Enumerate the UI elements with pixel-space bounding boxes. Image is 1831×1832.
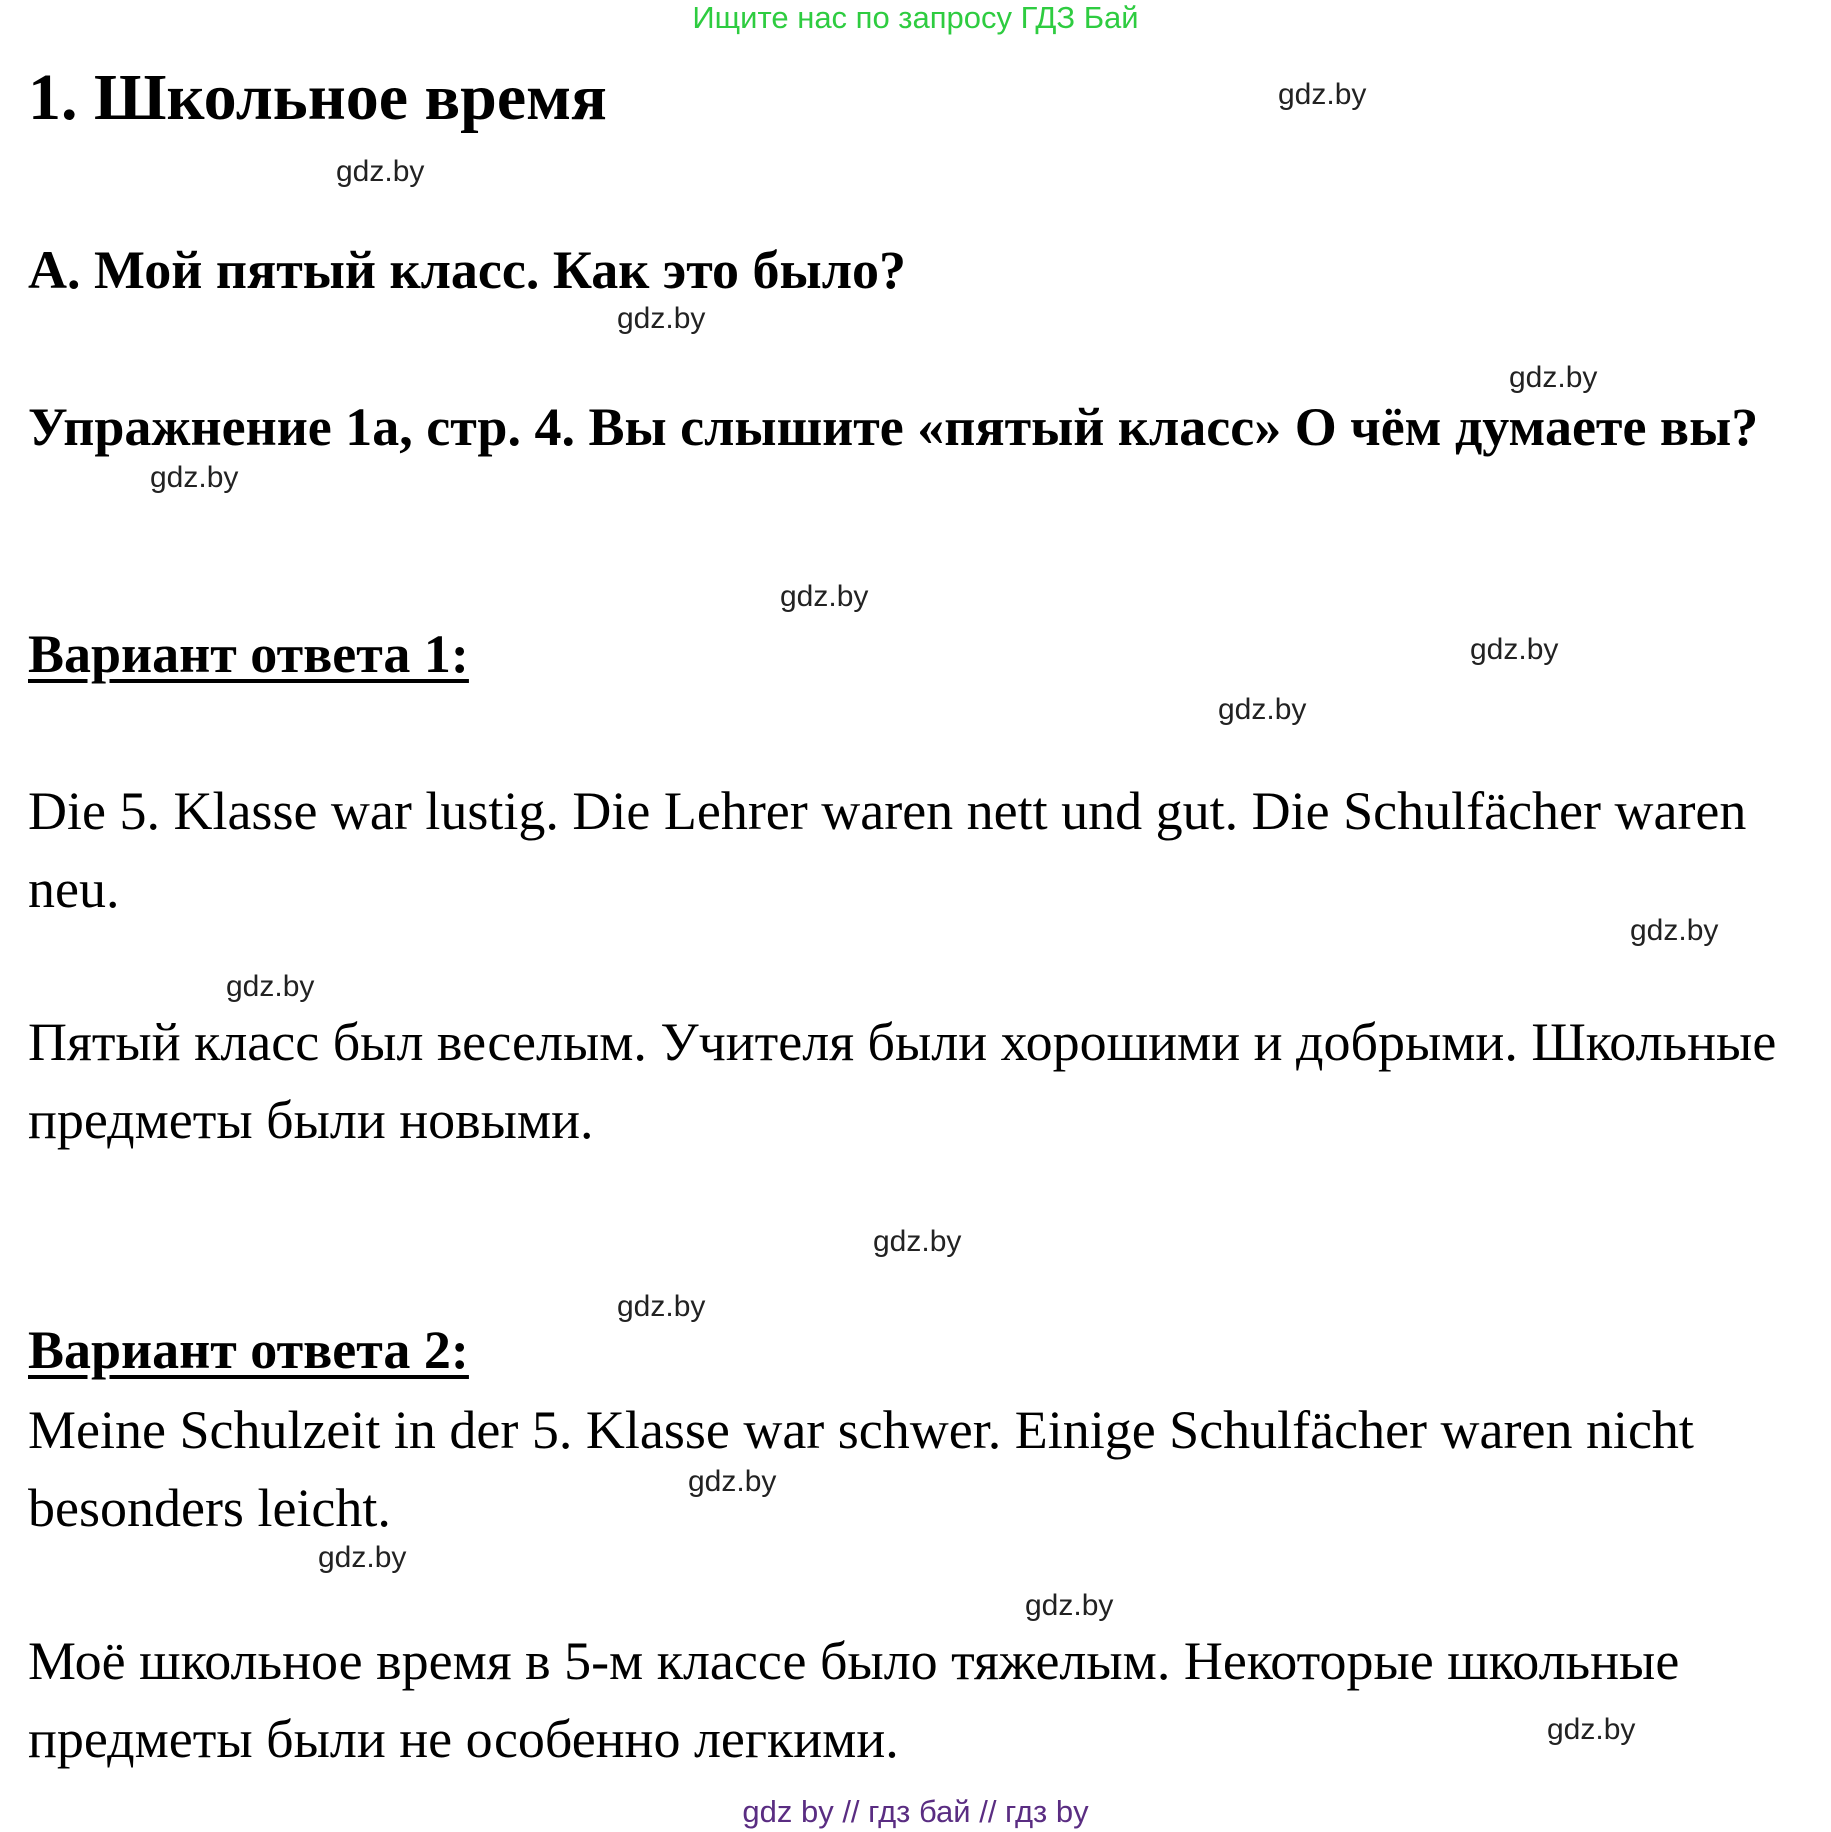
watermark: gdz.by — [617, 1290, 706, 1323]
watermark: gdz.by — [1509, 361, 1598, 394]
variant-2-german-text: Meine Schulzeit in der 5. Klasse war schwer. Einige Schulfächer waren nicht besonders leicht. — [28, 1400, 1694, 1538]
watermark: gdz.by — [873, 1225, 962, 1258]
watermark: gdz.by — [1630, 914, 1719, 947]
section-heading: A. Мой пятый класс. Как это было? — [28, 240, 907, 300]
footer-links: gdz by // гдз бай // гдз by — [742, 1794, 1089, 1829]
watermark: gdz.by — [1547, 1713, 1636, 1746]
exercise-heading: Упражнение 1а, стр. 4. Вы слышите «пятый класс» О чём думаете вы? — [28, 397, 1759, 457]
watermark: gdz.by — [1025, 1589, 1114, 1622]
watermark: gdz.by — [318, 1541, 407, 1574]
watermark: gdz.by — [1470, 633, 1559, 666]
watermark: gdz.by — [226, 970, 315, 1003]
variant-1-russian-text: Пятый класс был веселым. Учителя были хорошими и добрыми. Школьные предметы были новыми. — [28, 1012, 1777, 1150]
top-search-note: Ищите нас по запросу ГДЗ Бай — [692, 0, 1139, 35]
watermark: gdz.by — [1218, 693, 1307, 726]
watermark: gdz.by — [336, 155, 425, 188]
variant-1-label: Вариант ответа 1: — [28, 624, 469, 684]
page-title: 1. Школьное время — [28, 61, 607, 134]
variant-1-german-text: Die 5. Klasse war lustig. Die Lehrer waren nett und gut. Die Schulfächer waren neu. — [28, 781, 1747, 919]
variant-2-label: Вариант ответа 2: — [28, 1320, 469, 1380]
watermark: gdz.by — [1278, 78, 1367, 111]
watermark: gdz.by — [617, 302, 706, 335]
variant-2-russian-text: Моё школьное время в 5-м классе было тяжелым. Некоторые школьные предметы были не особенно легкими. — [28, 1631, 1680, 1769]
watermark: gdz.by — [688, 1465, 777, 1498]
watermark: gdz.by — [780, 580, 869, 613]
watermark: gdz.by — [150, 461, 239, 494]
